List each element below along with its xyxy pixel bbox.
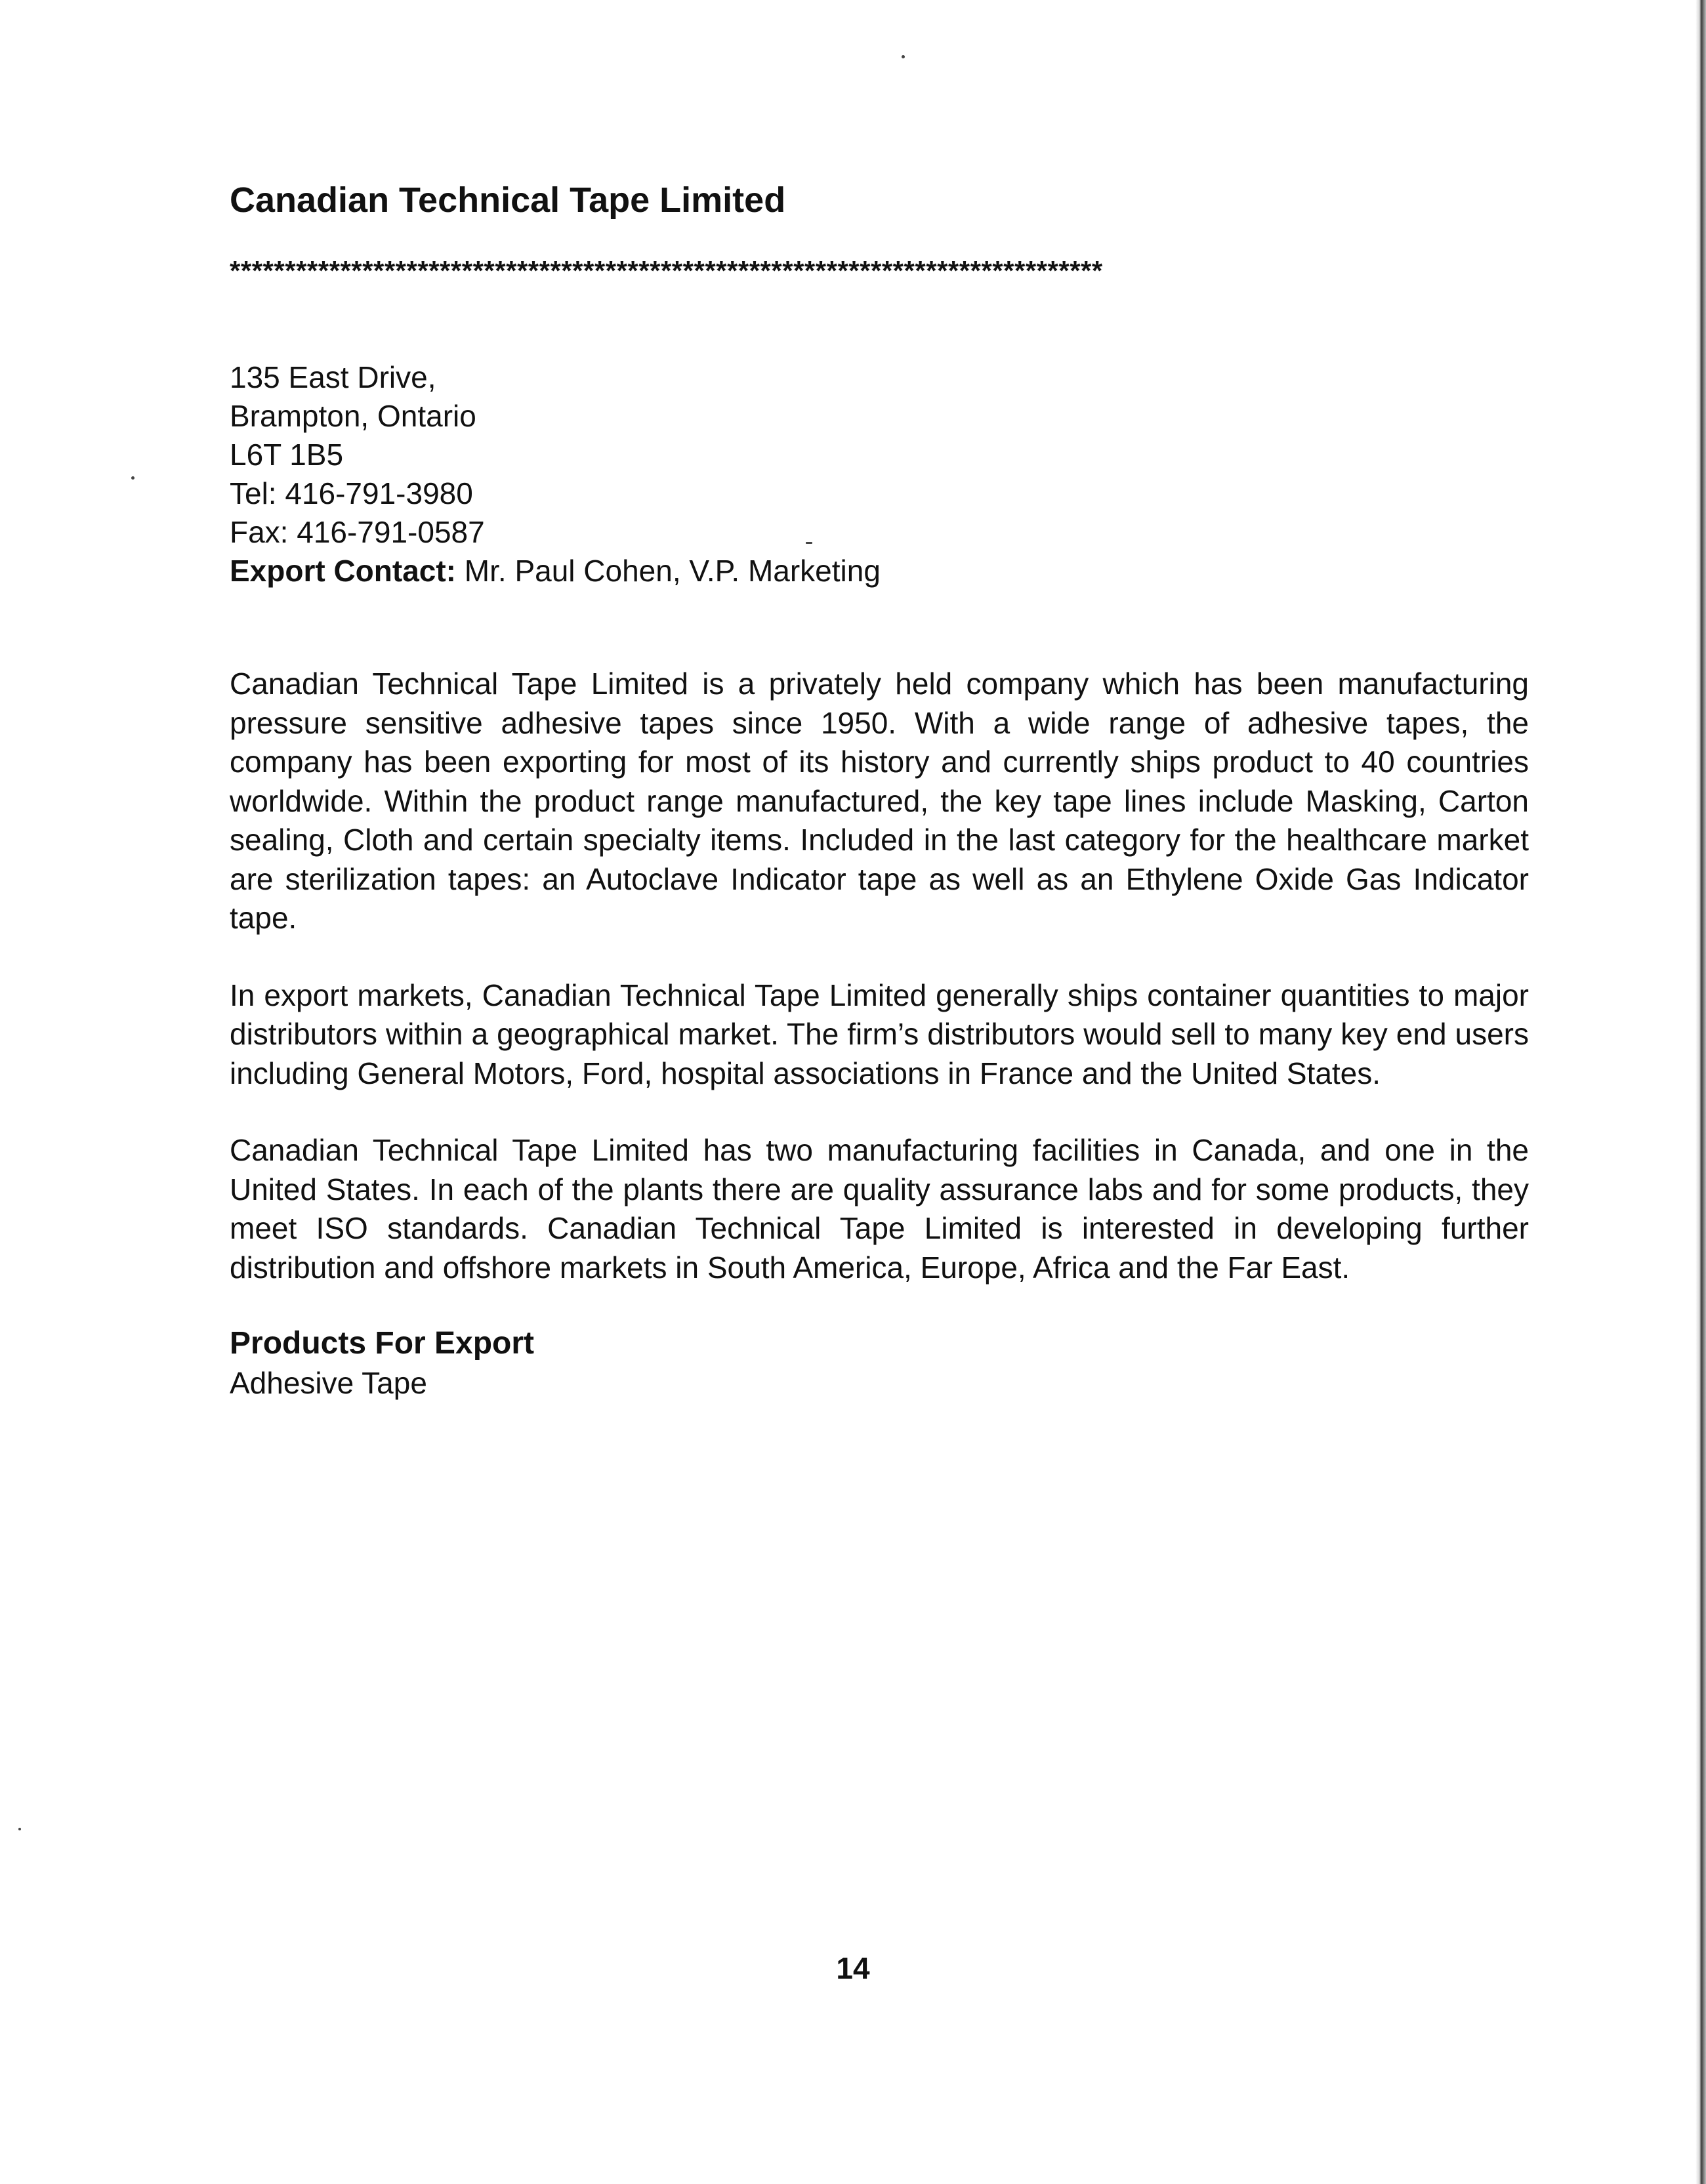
paragraph-export-markets: In export markets, Canadian Technical Tape Limited generally ships container quantities to major distributors within a geographical market. The firm’s distributors would sell to many key end users including General Motors, Ford, hospital associations in France and the United States.	[230, 978, 1529, 1090]
company-title: Canadian Technical Tape Limited	[230, 180, 786, 220]
address-street: 135 East Drive,	[230, 360, 436, 394]
paragraph-company-overview: Canadian Technical Tape Limited is a privately held company which has been manufacturing pressure sensitive adhesive tapes since 1950. With a wide range of adhesive tapes, the company has been exporting for most of its history and currently ships product to 40 countries worldwide. Within the product range manufactured, the key tape lines include Masking, Carton sealing, Cloth and certain specialty items. Included in the last category for the healthcare market are sterilization tapes: an Autoclave Indicator tape as well as an Ethylene Oxide Gas Indicator tape.	[230, 667, 1529, 935]
address-tel: Tel: 416-791-3980	[230, 476, 473, 510]
address-fax: Fax: 416-791-0587	[230, 515, 485, 549]
address-postal-code: L6T 1B5	[230, 438, 344, 472]
paragraph-manufacturing: Canadian Technical Tape Limited has two manufacturing facilities in Canada, and one in the United States. In each of the plants there are quality assurance labs and for some products, they meet ISO standards. Canadian Technical Tape Limited is interested in developing further distribution and offshore markets in South America, Europe, Africa and the Far East.	[230, 1133, 1529, 1285]
export-contact-value: Mr. Paul Cohen, V.P. Marketing	[464, 554, 881, 588]
export-contact	[230, 552, 1529, 590]
export-contact-label: Export Contact:	[230, 554, 456, 588]
document-body	[230, 177, 1529, 1403]
page-number: 14	[836, 1951, 870, 1985]
address-block	[230, 358, 1529, 590]
address-city: Brampton, Ontario	[230, 399, 476, 433]
scan-speck	[902, 55, 905, 58]
products-item: Adhesive Tape	[230, 1366, 427, 1400]
asterisk-separator: *******************************************************************************	[230, 255, 1103, 286]
scan-speck	[18, 1828, 21, 1830]
scan-speck	[131, 476, 135, 480]
products-heading: Products For Export	[230, 1326, 535, 1361]
scan-edge	[1696, 0, 1706, 2184]
